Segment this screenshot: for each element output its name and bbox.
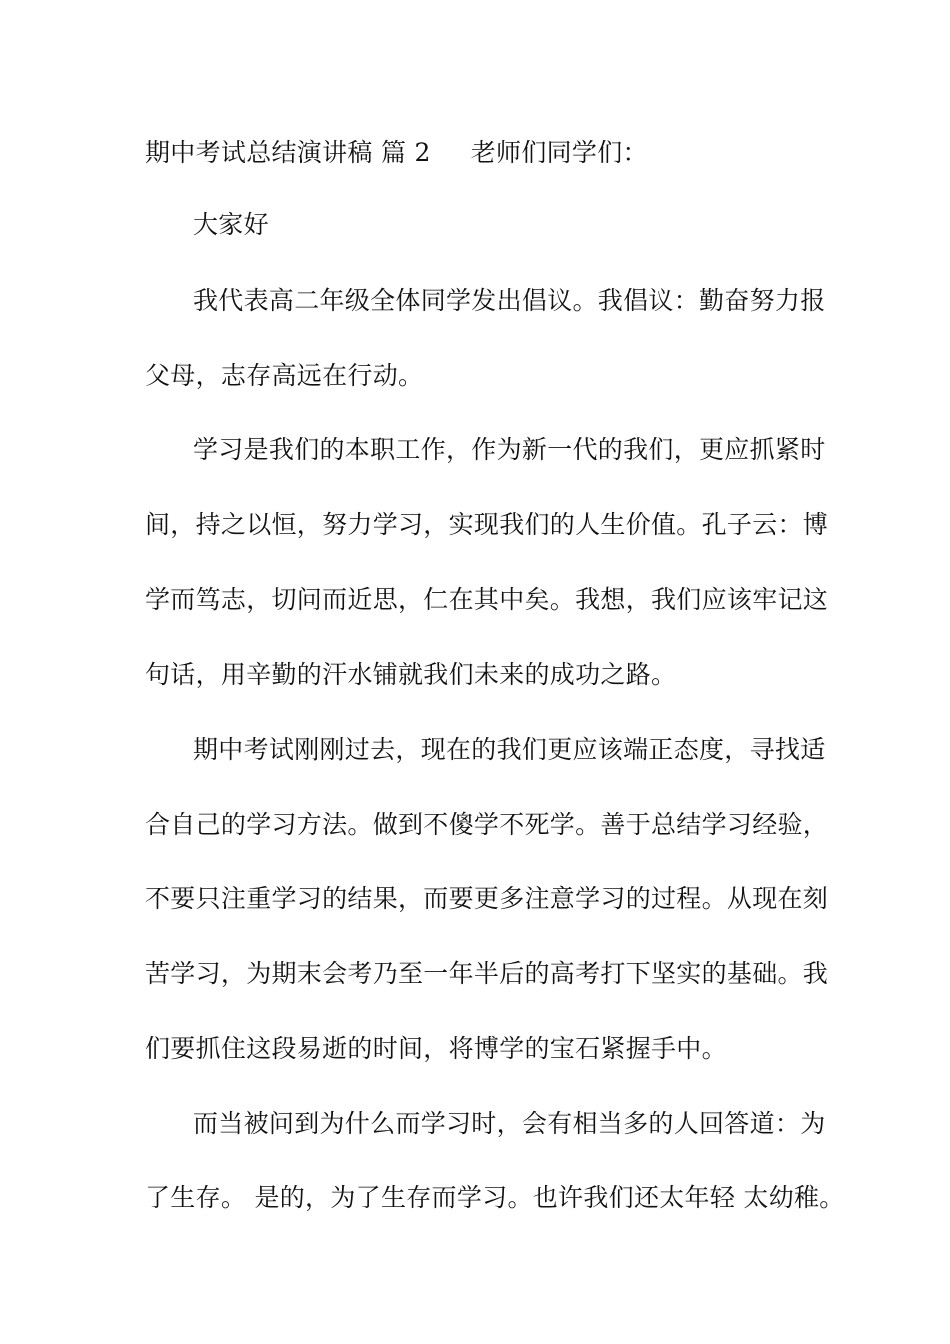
paragraph-line: 我代表高二年级全体同学发出倡议。我倡议：勤奋努力报 [193, 286, 826, 315]
paragraph-line: 苦学习，为期末会考乃至一年半后的高考打下坚实的基础。我 [145, 959, 829, 988]
paragraph-line: 学习是我们的本职工作，作为新一代的我们，更应抓紧时 [193, 435, 826, 464]
paragraph-line: 了生存。 是的，为了生存而学习。也许我们还太年轻 太幼稚。 [145, 1183, 845, 1212]
paragraph-line: 学而笃志，切问而近思，仁在其中矣。我想，我们应该牢记这 [145, 585, 829, 614]
salutation: 老师们同学们： [470, 138, 648, 167]
paragraph-line: 不要只注重学习的结果，而要更多注意学习的过程。从现在刻 [145, 884, 829, 913]
section-label: 篇 2 [380, 138, 431, 167]
paragraph-line: 们要抓住这段易逝的时间，将博学的宝石紧握手中。 [145, 1034, 727, 1063]
paragraph-line: 而当被问到为什么而学习时，会有相当多的人回答道：为 [193, 1109, 826, 1138]
paragraph-line: 合自己的学习方法。做到不傻学不死学。善于总结学习经验， [145, 810, 829, 839]
document-title: 期中考试总结演讲稿 [145, 138, 373, 167]
paragraph-line: 大家好 [193, 210, 269, 239]
paragraph-line: 期中考试刚刚过去，现在的我们更应该端正态度，寻找适 [193, 735, 826, 764]
heading-line [145, 133, 835, 173]
paragraph-line: 间，持之以恒，努力学习，实现我们的人生价值。孔子云：博 [145, 510, 829, 539]
paragraph-line: 句话，用辛勤的汗水铺就我们未来的成功之路。 [145, 660, 677, 689]
paragraph-line: 父母，志存高远在行动。 [145, 361, 424, 390]
